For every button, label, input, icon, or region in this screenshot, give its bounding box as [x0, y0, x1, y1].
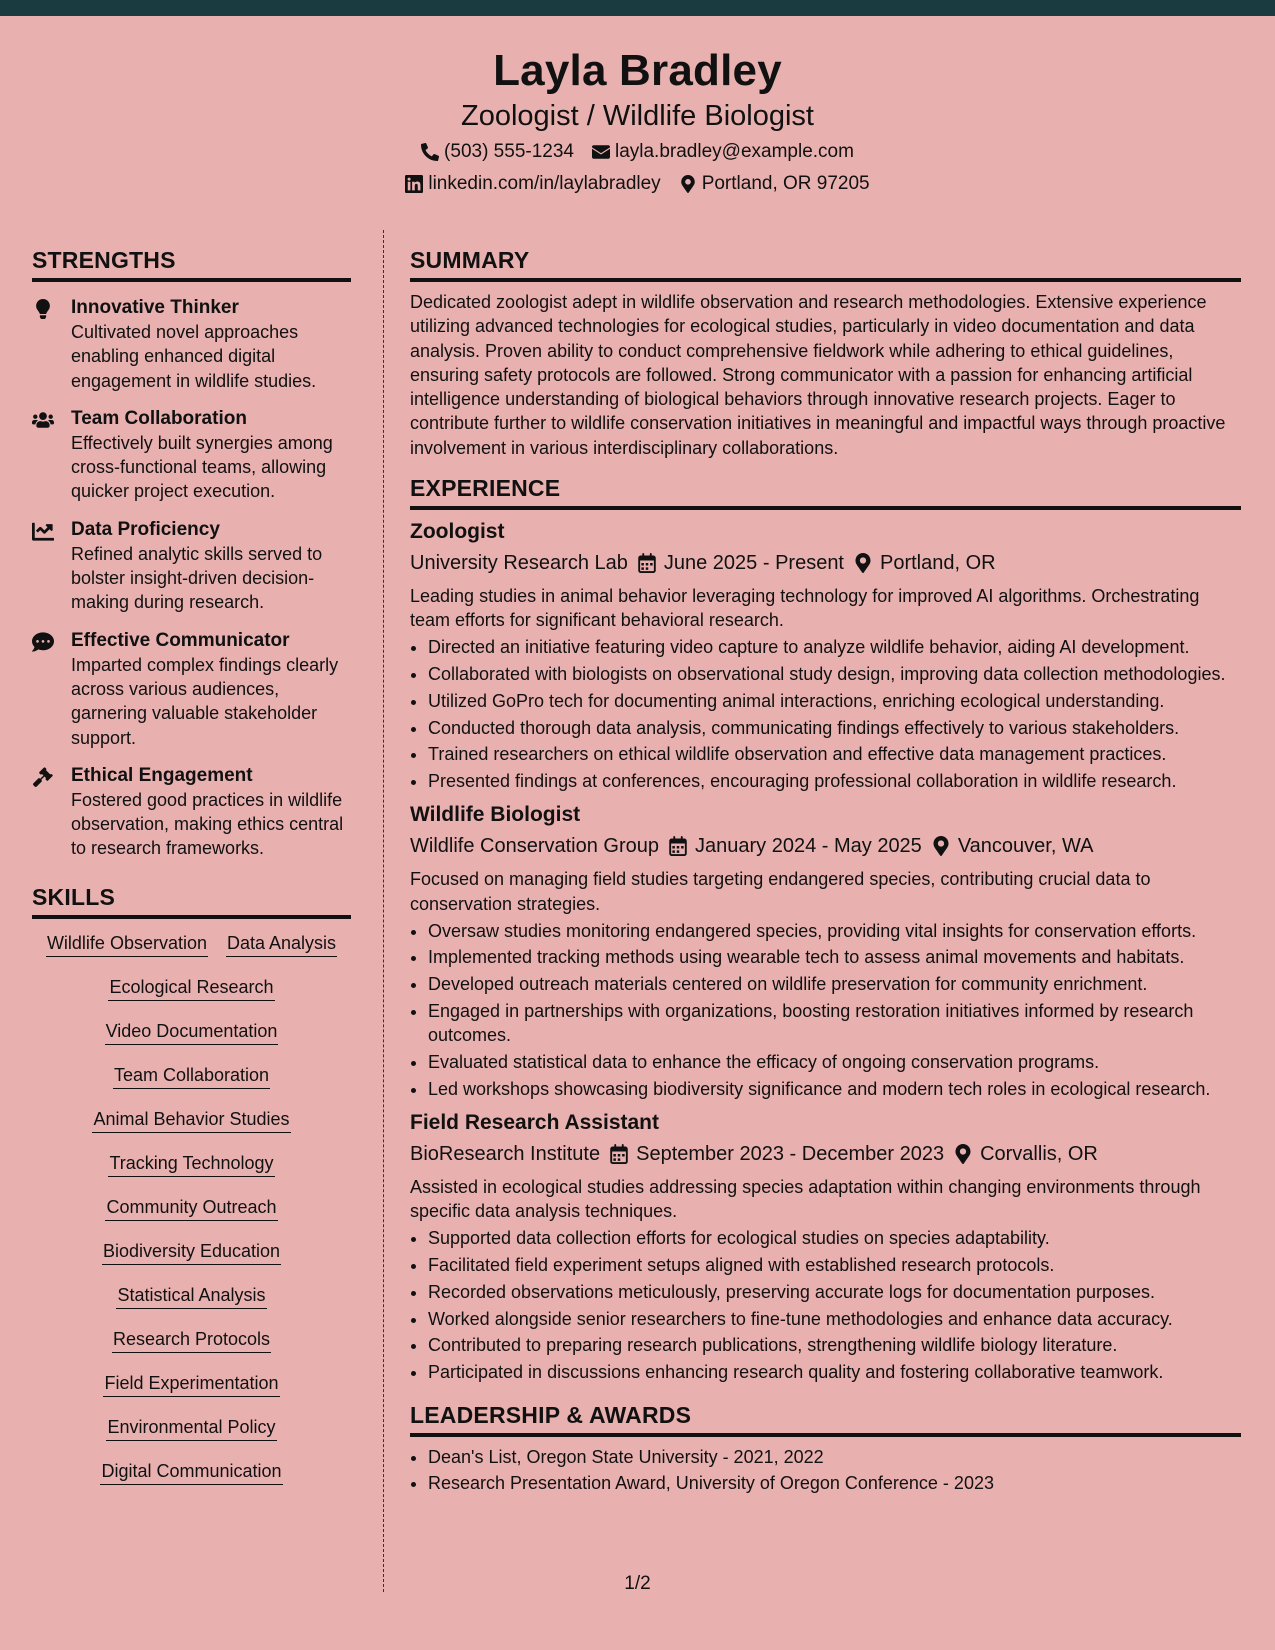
left-column — [32, 230, 351, 1485]
strength-item — [32, 296, 351, 393]
map-marker-icon — [932, 836, 950, 856]
strength-desc: Fostered good practices in wildlife observation, making ethics central to research frameworks. — [71, 789, 344, 859]
linkedin-contact — [405, 172, 660, 196]
skill-tag: Animal Behavior Studies — [92, 1107, 290, 1133]
skill-tag: Wildlife Observation — [46, 931, 208, 957]
users-icon — [32, 410, 54, 430]
job-bullet: • Participated in discussions enhancing research quality and fostering collaborative teamwork. — [428, 1360, 1241, 1384]
resume-header — [0, 16, 1275, 204]
awards-list — [410, 1445, 1241, 1496]
skill-tag: Ecological Research — [108, 975, 274, 1001]
skill-tag: Tracking Technology — [108, 1151, 274, 1177]
job-meta — [410, 833, 1241, 859]
strengths-heading: STRENGTHS — [32, 246, 351, 282]
skill-tag: Field Experimentation — [103, 1371, 279, 1397]
skill-tag: Team Collaboration — [113, 1063, 270, 1089]
job-bullet: • Engaged in partnerships with organizations, boosting restoration initiatives informed by research outcomes. — [428, 999, 1241, 1048]
award-item: • Research Presentation Award, University of Oregon Conference - 2023 — [428, 1471, 1241, 1495]
lightbulb-icon — [32, 299, 54, 319]
job-bullet: • Facilitated field experiment setups aligned with established research protocols. — [428, 1253, 1241, 1277]
job-location-text: Vancouver, WA — [957, 835, 1094, 858]
strength-title: Ethical Engagement — [71, 764, 253, 786]
map-marker-icon — [854, 553, 872, 573]
linkedin-text: linkedin.com/in/laylabradley — [428, 173, 661, 194]
job-dates-text: January 2024 - May 2025 — [695, 835, 922, 858]
contact-row-1 — [0, 140, 1275, 164]
skills-list — [32, 931, 351, 1485]
job-meta — [410, 1141, 1241, 1167]
candidate-name: Layla Bradley — [493, 46, 782, 95]
skill-tag: Community Outreach — [105, 1195, 277, 1221]
phone-text: (503) 555-1234 — [444, 141, 574, 162]
skill-tag: Video Documentation — [105, 1019, 279, 1045]
summary-heading: SUMMARY — [410, 246, 1241, 282]
map-marker-icon — [954, 1144, 972, 1164]
job-title: Field Research Assistant — [410, 1111, 659, 1135]
job-bullet: • Evaluated statistical data to enhance the efficacy of ongoing conservation programs. — [428, 1050, 1241, 1074]
job-dates — [610, 1141, 944, 1167]
job-description: Leading studies in animal behavior leveraging technology for improved AI algorithms. Orchestrating team efforts for significant behavioral research. — [410, 586, 1200, 631]
calendar-icon — [638, 553, 656, 573]
skill-tag: Research Protocols — [112, 1327, 271, 1353]
strength-title: Innovative Thinker — [71, 297, 239, 318]
email-text: layla.bradley@example.com — [614, 141, 854, 162]
strength-title: Data Proficiency — [71, 518, 220, 540]
job-bullet: • Conducted thorough data analysis, communicating findings effectively to various stakeholders. — [428, 716, 1241, 740]
skill-tag: Data Analysis — [226, 931, 337, 957]
job-bullet: • Presented findings at conferences, encouraging professional collaboration in wildlife research. — [428, 769, 1241, 793]
location-contact — [679, 172, 870, 196]
strength-desc: Effectively built synergies among cross-functional teams, allowing quicker project execution. — [71, 432, 333, 502]
job-bullet: • Oversaw studies monitoring endangered species, providing vital insights for conservation efforts. — [428, 919, 1241, 943]
job-location-text: Portland, OR — [880, 552, 996, 575]
top-accent-bar — [0, 0, 1275, 16]
envelope-icon — [592, 143, 610, 161]
phone-icon — [421, 143, 439, 161]
job-dates-text: September 2023 - December 2023 — [636, 1143, 945, 1166]
job-bullet: • Developed outreach materials centered on wildlife preservation for community enrichment. — [428, 972, 1241, 996]
skill-tag: Biodiversity Education — [102, 1239, 281, 1265]
job-bullet: • Collaborated with biologists on observational study design, improving data collection methodologies. — [428, 662, 1241, 686]
strength-desc: Cultivated novel approaches enabling enhanced digital engagement in wildlife studies. — [71, 322, 317, 391]
summary-text: Dedicated zoologist adept in wildlife observation and research methodologies. Extensive experience utilizing advanced technologies for ecological studies, particularly in video documentation and data analysis. Proven ability to conduct comprehensive fieldwork while adhering to ethical guidelines, ensuring safety protocols are followed. Strong communicator with a passion for enhancing artificial intelligence understanding of biological behaviors through innovative research projects. Eager to contribute further to wildlife conservation initiatives in meaningful and impactful ways through proactive involvement in various interdisciplinary collaborations. — [410, 292, 1226, 458]
job-bullet: • Led workshops showcasing biodiversity significance and modern tech roles in ecological research. — [428, 1077, 1241, 1101]
gavel-icon — [32, 767, 54, 787]
job-org: Wildlife Conservation Group — [410, 835, 659, 858]
job-bullet: • Implemented tracking methods using wearable tech to assess animal movements and habitats. — [428, 945, 1241, 969]
job-title: Wildlife Biologist — [410, 803, 581, 827]
skill-tag: Digital Communication — [100, 1459, 282, 1485]
awards-heading: LEADERSHIP & AWARDS — [410, 1401, 1241, 1437]
strength-title: Team Collaboration — [71, 407, 247, 429]
strength-item — [32, 407, 351, 504]
job-bullet: • Worked alongside senior researchers to fine-tune methodologies and enhance data accuracy. — [428, 1307, 1241, 1331]
job-bullet: • Recorded observations meticulously, preserving accurate logs for documentation purposes. — [428, 1280, 1241, 1304]
job-entry — [410, 801, 1241, 1101]
job-entry — [410, 1109, 1241, 1384]
calendar-icon — [669, 836, 687, 856]
job-description: Assisted in ecological studies addressing species adaptation within changing environments through specific data analysis techniques. — [410, 1177, 1201, 1222]
contact-row-2 — [0, 172, 1275, 196]
linkedin-icon — [405, 175, 423, 193]
column-divider — [383, 230, 384, 1592]
job-dates — [638, 550, 844, 576]
map-marker-icon — [679, 175, 697, 193]
job-org: BioResearch Institute — [410, 1143, 601, 1166]
chart-line-icon — [32, 521, 54, 541]
job-location — [932, 833, 1094, 859]
job-location-text: Corvallis, OR — [980, 1143, 1098, 1166]
strength-title: Effective Communicator — [71, 629, 290, 651]
job-bullet: • Trained researchers on ethical wildlife observation and effective data management practices. — [428, 742, 1241, 766]
job-dates-text: June 2025 - Present — [663, 552, 844, 575]
job-description: Focused on managing field studies targeting endangered species, contributing crucial data to conservation strategies. — [410, 869, 1151, 914]
strength-item — [32, 518, 351, 615]
job-bullet: • Supported data collection efforts for ecological studies on species adaptability. — [428, 1226, 1241, 1250]
job-bullets — [410, 919, 1241, 1102]
experience-heading: EXPERIENCE — [410, 474, 1241, 510]
job-bullet: • Utilized GoPro tech for documenting animal interactions, enriching ecological understanding. — [428, 689, 1241, 713]
job-location — [854, 550, 996, 576]
job-location — [954, 1141, 1098, 1167]
strength-desc: Refined analytic skills served to bolster insight-driven decision-making during research. — [71, 543, 323, 613]
job-meta — [410, 550, 1241, 576]
phone-contact — [421, 140, 574, 164]
job-bullets — [410, 1226, 1241, 1384]
email-contact — [592, 140, 854, 164]
strength-desc: Imparted complex findings clearly across various audiences, garnering valuable stakeholder support. — [71, 654, 339, 748]
award-item: • Dean's List, Oregon State University - 2021, 2022 — [428, 1445, 1241, 1469]
job-title: Zoologist — [410, 520, 505, 544]
right-column — [410, 230, 1241, 1496]
job-bullets — [410, 635, 1241, 793]
job-entry — [410, 518, 1241, 793]
comment-icon — [32, 632, 54, 652]
location-text: Portland, OR 97205 — [701, 173, 870, 194]
strength-item — [32, 629, 351, 750]
strength-item — [32, 764, 351, 861]
skill-tag: Statistical Analysis — [116, 1283, 266, 1309]
calendar-icon — [610, 1144, 628, 1164]
job-org: University Research Lab — [410, 552, 628, 575]
job-bullet: • Directed an initiative featuring video capture to analyze wildlife behavior, aiding AI development. — [428, 635, 1241, 659]
skill-tag: Environmental Policy — [106, 1415, 276, 1441]
page-number: 1/2 — [624, 1573, 651, 1594]
job-dates — [669, 833, 922, 859]
job-bullet: • Contributed to preparing research publications, strengthening wildlife biology literature. — [428, 1333, 1241, 1357]
candidate-role: Zoologist / Wildlife Biologist — [461, 100, 814, 132]
skills-heading: SKILLS — [32, 883, 351, 919]
